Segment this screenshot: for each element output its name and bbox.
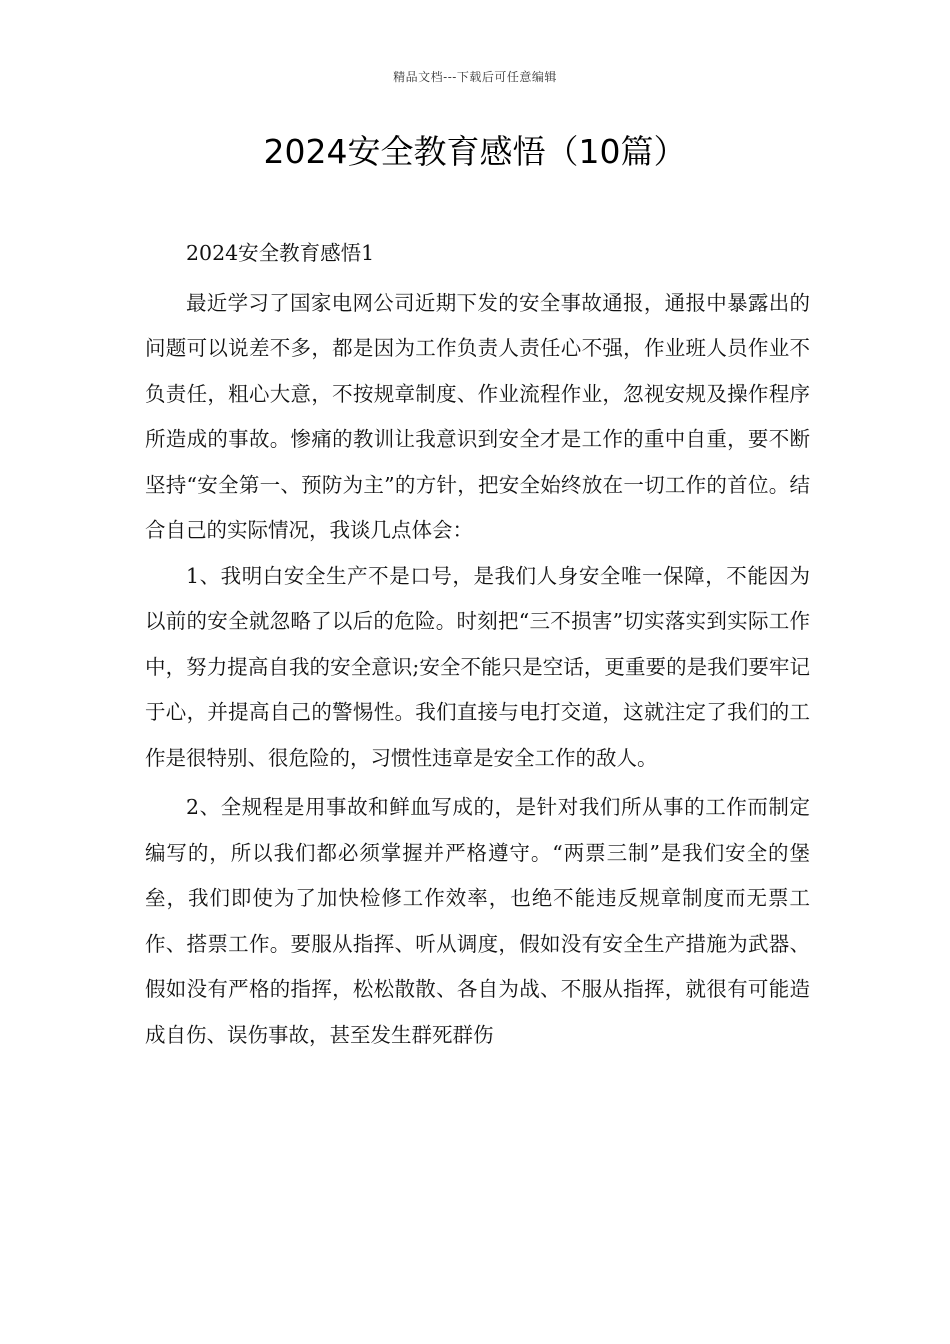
paragraph-point-1: 1、我明白安全生产不是口号，是我们人身安全唯一保障，不能因为以前的安全就忽略了以后的危险。时刻把“三不损害”切实落实到实际工作中，努力提高自我的安全意识;安全不能只是空话，更重要的是我们要牢记于心，并提高自己的警惕性。我们直接与电打交道，这就注定了我们的工作是很特别、很危险的，习惯性违章是安全工作的敌人。: [145, 563, 810, 770]
paragraph-intro: 最近学习了国家电网公司近期下发的安全事故通报，通报中暴露出的问题可以说差不多，都是因为工作负责人责任心不强，作业班人员作业不负责任，粗心大意，不按规章制度、作业流程作业，忽视安规及操作程序所造成的事故。惨痛的教训让我意识到安全才是工作的重中自重，要不断坚持“安全第一、预防为主”的方针，把安全始终放在一切工作的首位。结合自己的实际情况，我谈几点体会：: [145, 290, 810, 542]
page-header-note: 精品文档---下载后可任意编辑: [393, 70, 557, 84]
document-title: 2024安全教育感悟（10篇）: [263, 132, 687, 171]
section-heading: 2024安全教育感悟1: [186, 241, 375, 265]
paragraph-point-2: 2、全规程是用事故和鲜血写成的，是针对我们所从事的工作而制定编写的，所以我们都必须掌握并严格遵守。“两票三制”是我们安全的堡垒，我们即使为了加快检修工作效率，也绝不能违反规章制度而无票工作、搭票工作。要服从指挥、听从调度，假如没有安全生产措施为武器、假如没有严格的指挥，松松散散、各自为战、不服从指挥，就很有可能造成自伤、误伤事故，甚至发生群死群伤: [145, 795, 810, 1047]
document-body: [145, 231, 810, 1058]
